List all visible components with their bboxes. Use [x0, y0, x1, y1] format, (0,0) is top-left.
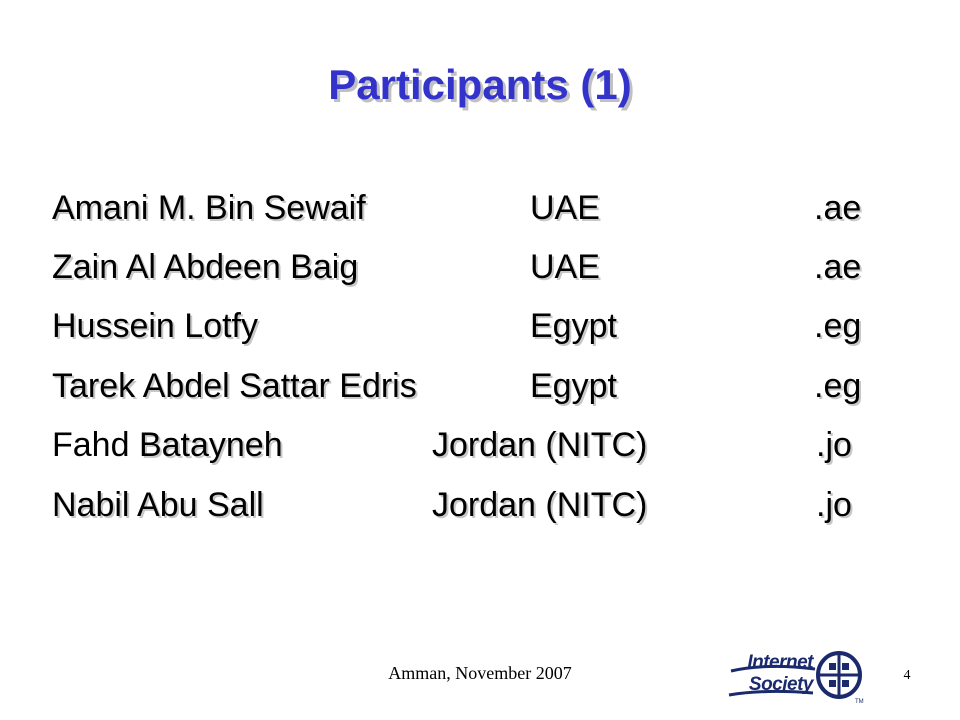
participant-name	[52, 426, 283, 465]
participant-row	[0, 426, 960, 474]
participant-country: Jordan (NITC)	[432, 486, 648, 524]
participant-row	[0, 367, 960, 415]
internet-society-globe-icon	[815, 647, 865, 705]
footer-location-date: Amman, November 2007	[388, 663, 572, 683]
participant-row	[0, 486, 960, 534]
participant-name: Zain Al Abdeen Baig	[52, 248, 359, 286]
internet-society-logo	[725, 645, 865, 707]
participant-domain: .jo	[816, 426, 852, 464]
participant-domain: .ae	[814, 248, 862, 286]
participant-country: Egypt	[530, 367, 617, 405]
participant-country: UAE	[530, 189, 600, 227]
participant-row	[0, 307, 960, 355]
participant-country: Egypt	[530, 307, 617, 345]
participant-name: Nabil Abu Sall	[52, 486, 264, 524]
participant-first-name: Fahd	[52, 426, 130, 464]
participant-row	[0, 248, 960, 296]
participant-domain: .eg	[814, 307, 862, 345]
participant-last-name: Batayneh	[138, 426, 283, 464]
participant-domain: .eg	[814, 367, 862, 405]
participant-domain: .ae	[814, 189, 862, 227]
participant-name: Amani M. Bin Sewaif	[52, 189, 366, 227]
participant-country: UAE	[530, 248, 600, 286]
participant-name: Tarek Abdel Sattar Edris	[52, 367, 417, 405]
logo-text-society: Society	[748, 674, 813, 695]
logo-text-internet: Internet	[747, 652, 813, 673]
participant-domain: .jo	[816, 486, 852, 524]
slide-title: Participants (1)	[328, 61, 632, 108]
participant-country: Jordan (NITC)	[432, 426, 648, 464]
logo-trademark: TM	[855, 699, 864, 705]
page-number: 4	[903, 668, 911, 683]
participant-row	[0, 189, 960, 237]
participant-name: Hussein Lotfy	[52, 307, 258, 345]
